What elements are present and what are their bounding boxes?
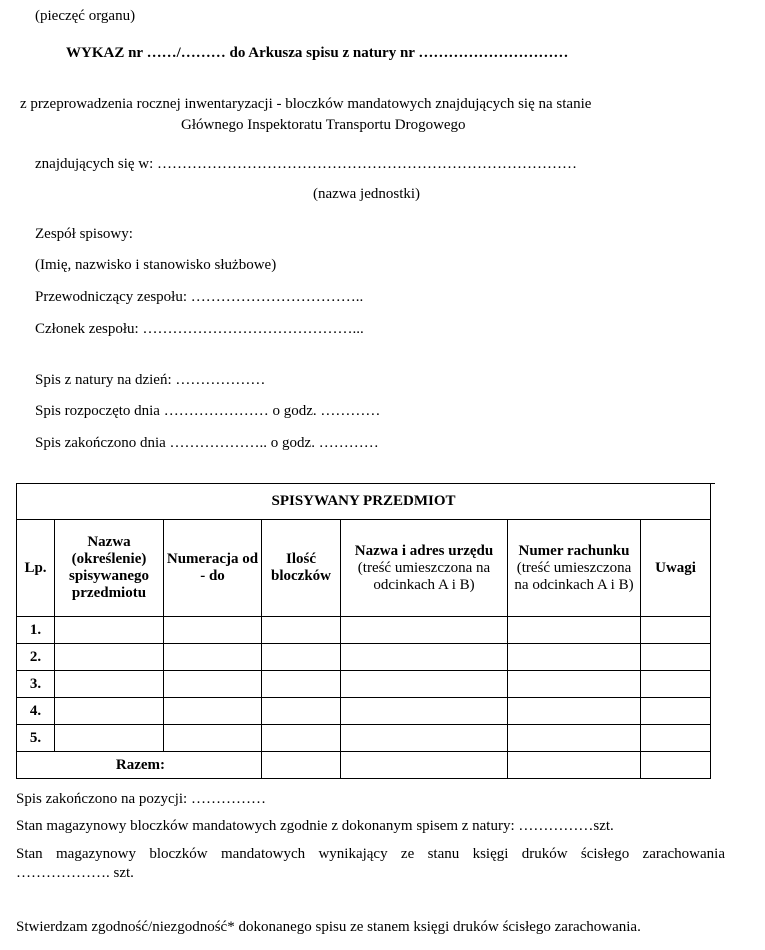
row-number: 3. <box>17 671 55 698</box>
stock-ledger-line-1: Stan magazynowy bloczków mandatowych wynikający ze stanu księgi druków ścisłego zarachowania <box>16 846 725 862</box>
inventory-table <box>16 483 711 779</box>
cell-office[interactable] <box>341 617 508 644</box>
cell-remarks[interactable] <box>641 617 711 644</box>
start-field: Spis rozpoczęto dnia ………………… o godz. ………… <box>35 403 381 419</box>
document-title: WYKAZ nr ……/……… do Arkusza spisu z natury nr ………………………… <box>66 45 569 61</box>
total-office-cell[interactable] <box>341 752 508 779</box>
cell-account[interactable] <box>508 725 641 752</box>
header-office <box>341 520 508 617</box>
cell-name[interactable] <box>55 725 164 752</box>
cell-account[interactable] <box>508 644 641 671</box>
header-item-name: Nazwa (określenie) spisywanego przedmiotu <box>55 520 164 617</box>
end-position-field: Spis zakończono na pozycji: …………… <box>16 791 266 807</box>
row-number: 5. <box>17 725 55 752</box>
cell-count[interactable] <box>262 725 341 752</box>
cell-office[interactable] <box>341 671 508 698</box>
cell-numbering[interactable] <box>164 644 262 671</box>
total-account-cell[interactable] <box>508 752 641 779</box>
cell-remarks[interactable] <box>641 671 711 698</box>
end-field: Spis zakończono dnia ……………….. o godz. ………… <box>35 435 379 451</box>
cell-office[interactable] <box>341 698 508 725</box>
table-row <box>17 644 711 671</box>
table-row <box>17 698 711 725</box>
row-number: 4. <box>17 698 55 725</box>
table-row <box>17 671 711 698</box>
confirmation-statement: Stwierdzam zgodność/niezgodność* dokonanego spisu ze stanem księgi druków ścisłego zarachowania. <box>16 919 641 935</box>
cell-account[interactable] <box>508 671 641 698</box>
stock-ledger-line-2: ………………. szt. <box>16 865 134 881</box>
cell-remarks[interactable] <box>641 725 711 752</box>
subtitle-line-2: Głównego Inspektoratu Transportu Drogowego <box>181 117 466 133</box>
cell-numbering[interactable] <box>164 725 262 752</box>
cell-name[interactable] <box>55 671 164 698</box>
cell-name[interactable] <box>55 617 164 644</box>
header-count: Ilość bloczków <box>262 520 341 617</box>
cell-account[interactable] <box>508 698 641 725</box>
row-number: 2. <box>17 644 55 671</box>
cell-count[interactable] <box>262 644 341 671</box>
total-label: Razem: <box>17 752 262 779</box>
header-account-title: Numer rachunku <box>518 542 630 559</box>
header-office-title: Nazwa i adres urzędu <box>354 542 494 559</box>
row-number: 1. <box>17 617 55 644</box>
table-caption: SPISYWANY PRZEDMIOT <box>17 484 711 520</box>
total-remarks-cell[interactable] <box>641 752 711 779</box>
member-field: Członek zespołu: ……………………………………... <box>35 321 364 337</box>
header-account <box>508 520 641 617</box>
cell-numbering[interactable] <box>164 671 262 698</box>
header-account-note: (treść umieszczona na odcinkach A i B) <box>514 559 634 593</box>
cell-name[interactable] <box>55 644 164 671</box>
location-field: znajdujących się w: ………………………………………………………………………… <box>35 156 578 172</box>
header-remarks: Uwagi <box>641 520 711 617</box>
cell-office[interactable] <box>341 725 508 752</box>
cell-count[interactable] <box>262 671 341 698</box>
header-lp: Lp. <box>17 520 55 617</box>
cell-numbering[interactable] <box>164 698 262 725</box>
cell-remarks[interactable] <box>641 644 711 671</box>
subtitle-line-1: z przeprowadzenia rocznej inwentaryzacji - bloczków mandatowych znajdujących się na stanie <box>20 96 592 112</box>
chairman-field: Przewodniczący zespołu: …………………………….. <box>35 289 364 305</box>
header-office-note: (treść umieszczona na odcinkach A i B) <box>357 559 491 593</box>
total-row <box>17 752 711 779</box>
unit-name-caption: (nazwa jednostki) <box>313 186 421 202</box>
cell-remarks[interactable] <box>641 698 711 725</box>
cell-name[interactable] <box>55 698 164 725</box>
inventory-date-field: Spis z natury na dzień: ……………… <box>35 372 266 388</box>
total-count-cell[interactable] <box>262 752 341 779</box>
header-numbering: Numeracja od - do <box>164 520 262 617</box>
team-note: (Imię, nazwisko i stanowisko służbowe) <box>35 257 277 273</box>
table-row <box>17 725 711 752</box>
cell-count[interactable] <box>262 617 341 644</box>
stock-inventory-field: Stan magazynowy bloczków mandatowych zgodnie z dokonanym spisem z natury: ……………szt. <box>16 818 614 834</box>
cell-numbering[interactable] <box>164 617 262 644</box>
table-row <box>17 617 711 644</box>
cell-account[interactable] <box>508 617 641 644</box>
stamp-label: (pieczęć organu) <box>35 8 136 24</box>
team-label: Zespół spisowy: <box>35 226 133 242</box>
cell-office[interactable] <box>341 644 508 671</box>
cell-count[interactable] <box>262 698 341 725</box>
